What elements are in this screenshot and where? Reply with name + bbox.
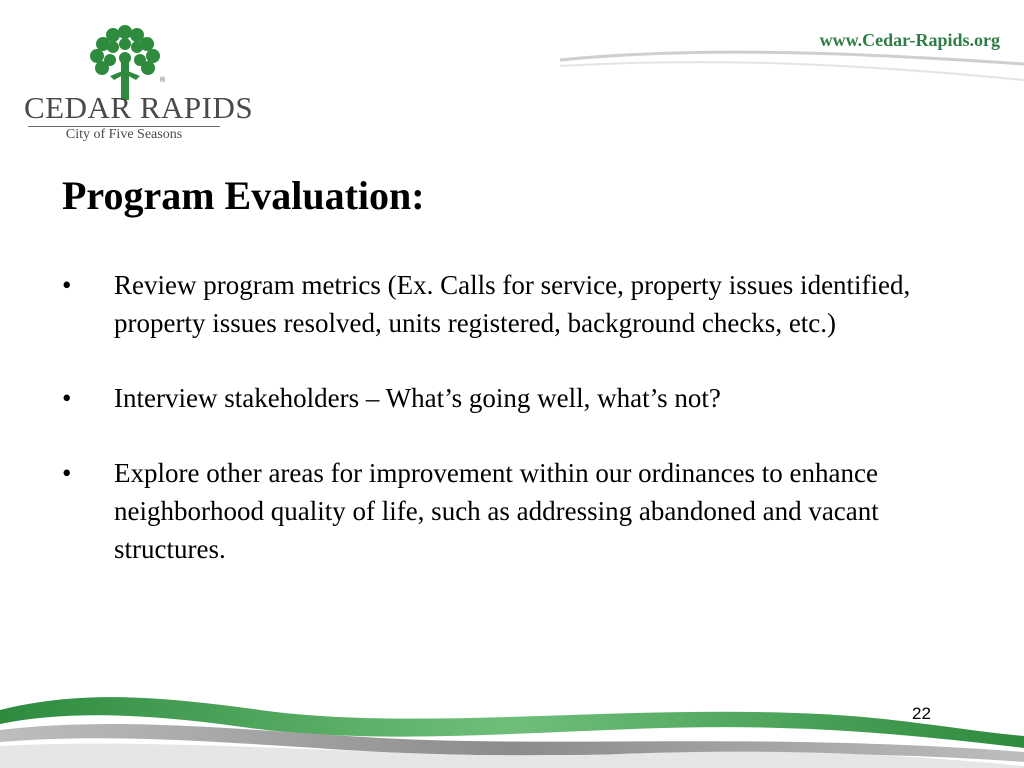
footer-wave-decoration bbox=[0, 680, 1024, 768]
top-swoosh-decoration bbox=[560, 40, 1024, 88]
bullet-item bbox=[62, 454, 982, 568]
logo-tagline: City of Five Seasons bbox=[65, 127, 183, 142]
bullet-marker: • bbox=[62, 270, 72, 300]
page-number: 22 bbox=[912, 704, 931, 723]
bullet-text: Review program metrics (Ex. Calls for service, property issues identified, property issues resolved, units registered, background checks, etc.) bbox=[114, 270, 911, 338]
bullet-list bbox=[62, 266, 982, 605]
bullet-marker: • bbox=[62, 458, 72, 488]
bullet-marker: • bbox=[62, 383, 72, 413]
cedar-rapids-logo bbox=[24, 22, 254, 152]
website-url: www.Cedar-Rapids.org bbox=[819, 30, 1000, 50]
logo-wordmark: CEDAR RAPIDS bbox=[24, 90, 254, 125]
svg-text:®: ® bbox=[160, 77, 166, 84]
tree-icon bbox=[80, 22, 170, 100]
bullet-text: Interview stakeholders – What’s going well, what’s not? bbox=[114, 383, 721, 413]
slide-title: Program Evaluation: bbox=[62, 173, 425, 218]
bullet-item bbox=[62, 266, 982, 342]
bullet-item bbox=[62, 379, 982, 417]
bullet-text: Explore other areas for improvement within our ordinances to enhance neighborhood quality of life, such as addressing abandoned and vacant structures. bbox=[114, 458, 879, 564]
